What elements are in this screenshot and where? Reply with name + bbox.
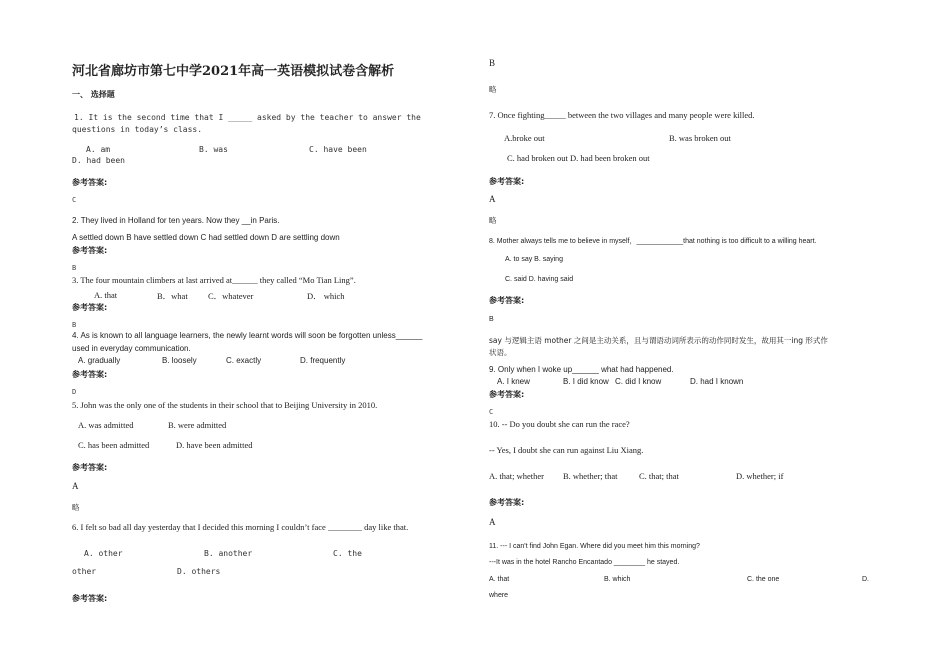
q6-option-c: C. the <box>333 549 362 558</box>
q1-stem-line2: questions in today’s class. <box>72 125 203 134</box>
q3-option-a: A. that <box>94 290 118 300</box>
q11-stem-line1: 11. --- I can't find John Egan. Where did you meet him this morning? <box>489 543 700 550</box>
q3-answer: B <box>72 321 77 329</box>
q10-option-a: A. that; whether <box>489 471 544 481</box>
q11-option-d-cont: where <box>489 592 509 599</box>
q5-answer: A <box>72 481 79 491</box>
q8-option-ab: A. to say B. saying <box>505 256 563 263</box>
q4-option-a: A. gradually <box>78 356 121 365</box>
q1-option-c: C. have been <box>309 145 367 154</box>
q2-stem: 2. They lived in Holland for ten years. Now they __in Paris. <box>72 216 280 225</box>
q8-answer-label: 参考答案: <box>489 296 525 305</box>
q10-stem-line1: 10. -- Do you doubt she can run the race? <box>489 419 630 429</box>
q8-explanation-line1: say 与逻辑主语 mother 之间是主动关系，且与谓语动词所表示的动作同时发生，故用其一ing 形式作 <box>489 336 828 345</box>
q7-option-b: B. was broken out <box>669 133 731 143</box>
q4-option-b: B. loosely <box>162 356 197 365</box>
q6-option-c-cont: other <box>72 567 97 576</box>
q8-answer: B <box>489 316 494 323</box>
q10-option-d: D. whether; if <box>736 471 784 481</box>
q4-option-c: C. exactly <box>226 356 262 365</box>
q6-option-b: B. another <box>204 549 253 558</box>
q6-option-d: D. others <box>177 567 221 576</box>
q4-stem-line1: 4. As is known to all language learners, the newly learnt words will soon be forgotten unless______ <box>72 331 423 340</box>
q1-answer-label: 参考答案: <box>72 178 108 187</box>
q3-stem: 3. The four mountain climbers at last arrived at______ they called “Mo Tian Ling”. <box>72 275 356 285</box>
q1-option-b: B. was <box>199 145 228 154</box>
q5-option-c: C. has been admitted <box>78 440 150 450</box>
q3-option-c: C．whatever <box>208 291 254 301</box>
q11-option-a: A. that <box>489 576 510 583</box>
q1-option-d: D. had been <box>72 156 125 165</box>
q7-note: 略 <box>489 216 497 225</box>
section-heading: 一、 选择题 <box>72 90 115 99</box>
q5-note: 略 <box>72 503 80 512</box>
q5-option-a: A. was admitted <box>78 420 134 430</box>
q7-stem: 7. Once fighting_____ between the two villages and many people were killed. <box>489 110 755 120</box>
q2-answer-label: 参考答案: <box>72 246 108 255</box>
q8-option-cd: C. said D. having said <box>505 276 574 283</box>
q9-option-c: C. did I know <box>615 377 662 386</box>
q4-option-d: D. frequently <box>300 356 346 365</box>
q5-stem: 5. John was the only one of the students in their school that to Beijing University in 2010. <box>72 400 378 410</box>
q11-option-d: D. <box>862 576 869 583</box>
q9-answer-label: 参考答案: <box>489 390 525 399</box>
q9-stem: 9. Only when I woke up______ what had happened. <box>489 365 674 374</box>
q10-answer: A <box>489 517 496 527</box>
q7-answer-label: 参考答案: <box>489 177 525 186</box>
q8-explanation-line2: 状语。 <box>489 348 512 357</box>
q6-option-a: A. other <box>84 549 123 558</box>
q7-option-a: A.broke out <box>504 133 545 143</box>
q10-option-b: B. whether; that <box>563 471 618 481</box>
q9-option-d: D. had I known <box>690 377 744 386</box>
q10-answer-label: 参考答案: <box>489 498 525 507</box>
q1-answer: C <box>72 196 77 204</box>
q11-option-b: B. which <box>604 576 631 583</box>
q6-answer: B <box>489 58 496 68</box>
q3-option-b: B．what <box>157 291 188 301</box>
q2-answer: B <box>72 264 77 272</box>
q6-answer-label: 参考答案: <box>72 594 108 603</box>
q4-answer: D <box>72 388 77 396</box>
q10-stem-line2: -- Yes, I doubt she can run against Liu Xiang. <box>489 445 644 455</box>
q1-option-a: A. am <box>86 145 111 154</box>
q3-answer-label: 参考答案: <box>72 303 108 312</box>
q5-option-b: B. were admitted <box>168 420 227 430</box>
q5-option-d: D. have been admitted <box>176 440 253 450</box>
q3-option-d: D． which <box>307 291 345 301</box>
q5-answer-label: 参考答案: <box>72 463 108 472</box>
q6-stem: 6. I felt so bad all day yesterday that I decided this morning I couldn’t face ________ day like that. <box>72 522 409 532</box>
q8-stem: 8. Mother always tells me to believe in myself，____________that nothing is too difficult to a willing heart. <box>489 238 817 245</box>
q11-stem-line2: ---It was in the hotel Rancho Encantado ________ he stayed. <box>489 559 680 566</box>
q6-note: 略 <box>489 85 497 94</box>
q4-stem-line2: used in everyday communication. <box>72 344 191 353</box>
q10-option-c: C. that; that <box>639 471 679 481</box>
q9-answer: C <box>489 408 494 416</box>
q4-answer-label: 参考答案: <box>72 370 108 379</box>
q7-answer: A <box>489 194 496 204</box>
q1-stem-line1: 1. It is the second time that I _____ asked by the teacher to answer the <box>74 113 421 122</box>
q9-option-b: B. I did know <box>563 377 609 386</box>
q2-options: A settled down B have settled down C had settled down D are settling down <box>72 233 340 242</box>
q7-option-cd: C. had broken out D. had been broken out <box>507 153 650 163</box>
q11-option-c: C. the one <box>747 576 780 583</box>
document-title: 河北省廊坊市第七中学2021年高一英语模拟试卷含解析 <box>72 64 395 79</box>
q9-option-a: A. I knew <box>497 377 530 386</box>
